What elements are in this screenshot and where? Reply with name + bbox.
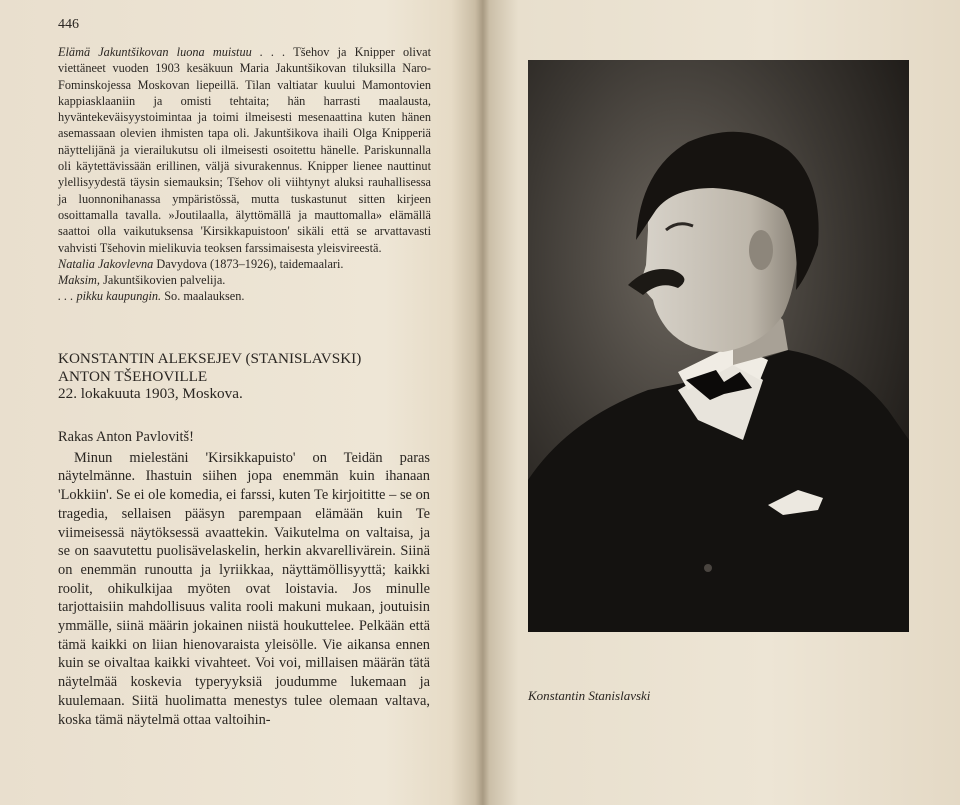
note-4-body: So. maalauksen. xyxy=(164,289,245,304)
note-3-title: Maksim, xyxy=(58,273,101,288)
photo-caption: Konstantin Stanislavski xyxy=(528,688,651,703)
letter-salutation: Rakas Anton Pavlovitš! xyxy=(58,429,194,445)
note-3-body: Jakuntšikovien palvelija. xyxy=(103,273,226,288)
note-2-title: Natalia Jakovlevna xyxy=(58,256,154,271)
portrait-photo xyxy=(528,60,909,632)
note-4-title: . . . pikku kaupungin. xyxy=(58,289,162,304)
note-3 xyxy=(58,272,431,288)
ear xyxy=(749,230,773,270)
jacket-button xyxy=(704,564,712,572)
letter-heading xyxy=(58,350,438,403)
note-2-body: Davydova (1873–1926), taidemaalari. xyxy=(156,256,344,271)
portrait-illustration xyxy=(528,60,909,632)
right-page xyxy=(492,0,960,805)
letter-body: Minun mielestäni 'Kirsikkapuisto' on Teidän paras näytelmänne. Ihastuin siihen jopa enemmän kuin ihanaan 'Lokkiin'. Se ei ole komedia, ei farssi, kuten Te kirjoititte – se on tragedia, sellaisen pääsyn parempaan elämään kuin Te viimeisessä näytöksessä avaattekin. Vaikutelma on valtaisa, ja se on saavutettu puolisävelaskelin, herkin akvarellivärein. Siinä on enemmän runoutta ja lyriikkaa, näyttämöllisyyttä; kaikki roolit, ohikulkijaa myöten ovat loistavia. Jos minulle tarjottaisiin mahdollisuus valita rooli makuni mukaan, joutuisin ymmälle, siinä määrin jokainen niistä houkuttelee. Pelkään että tämä kaikki on liian hienovaraista yleisölle. Vie aikansa ennen kuin se oivaltaa kaikki vivahteet. Voi voi, millaisen määrän tätä näytelmää koskevia typeryyksiä joudumme lukemaan ja kuulemaan. Siitä huolimatta menestys tulee olemaan valtava, koska tämä näytelmä ottaa valtoihin- xyxy=(58,449,430,728)
heading-sender: KONSTANTIN ALEKSEJEV (STANISLAVSKI) xyxy=(58,350,362,367)
note-1 xyxy=(58,44,431,256)
footnotes xyxy=(58,44,431,305)
note-1-body: Tšehov ja Knipper olivat viettäneet vuoden 1903 kesäkuun Maria Jakuntšikovan tiluksilla Naro-Fominskojessa Moskovan liepeillä. Tilan valtiatar kuului Mamontovien kappiasklaaniin ja omisti tehtaita; hän harrasti maalausta, hyväntekeväisyystoimintaa ja toimi ilmeisesti mesenaattina kuten hänen asemassaan olevien ihmisten tapa oli. Jakuntšikova ihaili Olga Knipperiä näyttelijänä ja vierailukutsu oli ilmeisesti osoitettu hänelle. Pariskunnalla oli käytettävissään erillinen, väljä sivurakennus. Knipper lienee nauttinut ylellisyydestä täysin siemauksin; Tšehov oli viihtynyt aluksi rauhallisessa ja luonnonihanassa ympäristössä, mutta tuskastunut sitten kirjeen osoittamalla tavalla. »Joutilaalla, älyttömällä ja mauttomalla» elämällä saattoi olla vaikutuksensa 'Kirsikkapuistoon' sikäli että se arvattavasti vahvisti Tšehovin mielikuvia teoksen farssimaisesta yleisvireestä. xyxy=(58,45,431,255)
note-1-title: Elämä Jakuntšikovan luona muistuu . . . xyxy=(58,45,286,59)
heading-date: 22. lokakuuta 1903, Moskova. xyxy=(58,385,243,402)
letter-text xyxy=(58,428,430,729)
note-4 xyxy=(58,288,431,304)
page-number: 446 xyxy=(58,17,79,32)
note-2 xyxy=(58,256,431,272)
heading-recipient: ANTON TŠEHOVILLE xyxy=(58,367,208,385)
